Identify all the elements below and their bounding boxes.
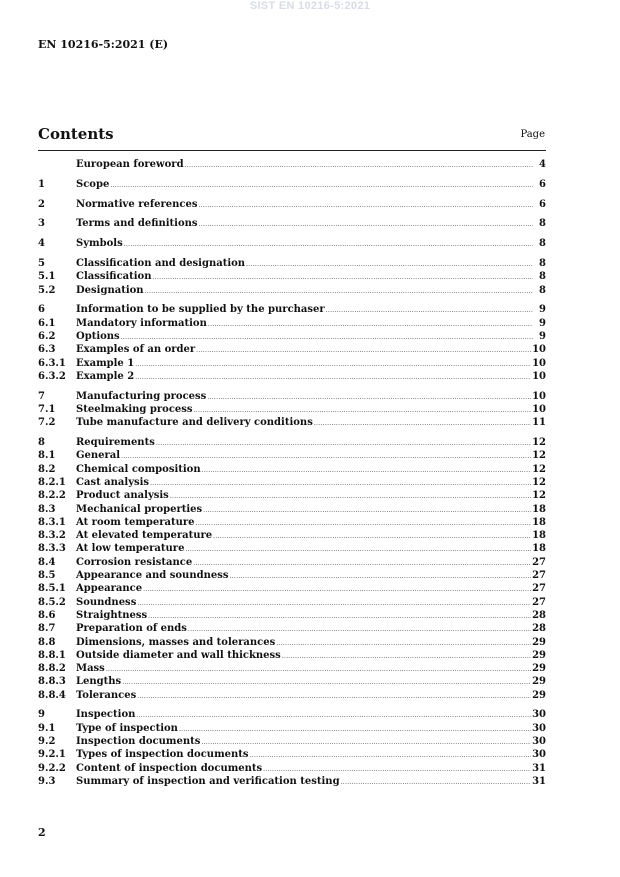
toc-leader-dots [148, 610, 531, 623]
toc-entry-title[interactable]: Options [76, 330, 120, 342]
toc-entry-title[interactable]: Tolerances [76, 689, 137, 701]
toc-entry[interactable] [38, 622, 546, 635]
toc-leader-dots [341, 776, 532, 789]
toc-entry-number: 8.8.2 [38, 663, 66, 675]
toc-entry[interactable] [38, 748, 546, 761]
toc-entry-number: 5 [38, 257, 45, 269]
toc-leader-dots [110, 179, 533, 192]
toc-entry[interactable] [38, 217, 546, 230]
toc-entry[interactable] [38, 596, 546, 609]
toc-entry-number: 8.8.3 [38, 676, 66, 688]
toc-entry-page: 29 [532, 676, 546, 688]
toc-entry[interactable] [38, 416, 546, 429]
toc-entry-number: 9.1 [38, 722, 56, 734]
toc-entry[interactable] [38, 556, 546, 569]
toc-entry-number: 7 [38, 390, 45, 402]
toc-entry-page: 8 [539, 238, 546, 250]
toc-entry-title[interactable]: Lengths [76, 676, 122, 688]
toc-entry-number: 6.1 [38, 317, 56, 329]
toc-leader-dots [124, 238, 533, 251]
toc-leader-dots [213, 530, 531, 543]
toc-leader-dots [202, 464, 531, 477]
toc-entry-number: 8.8.1 [38, 649, 66, 661]
toc-leader-dots [135, 371, 531, 384]
toc-entry-title[interactable]: Mechanical properties [76, 503, 203, 515]
toc-entry-number: 7.1 [38, 403, 56, 415]
toc-entry-number: 4 [38, 238, 45, 250]
toc-leader-dots [153, 271, 534, 284]
toc-entry-title[interactable]: Types of inspection documents [76, 749, 249, 761]
toc-leader-dots [246, 258, 533, 271]
toc-leader-dots [188, 623, 531, 636]
page-number: 2 [38, 826, 46, 839]
toc-entry-page: 27 [532, 570, 546, 582]
toc-leader-dots [150, 477, 531, 490]
toc-entry[interactable] [38, 542, 546, 555]
toc-entry-number: 8.3.2 [38, 530, 66, 542]
toc-entry-page: 12 [532, 490, 546, 502]
toc-entry-page: 11 [532, 417, 546, 429]
toc-entry-page: 30 [532, 736, 546, 748]
toc-leader-dots [201, 736, 531, 749]
toc-entry-page: 8 [539, 271, 546, 283]
toc-entry-number: 8.8.4 [38, 689, 66, 701]
toc-entry-number: 6.2 [38, 330, 56, 342]
toc-entry-page: 30 [532, 749, 546, 761]
toc-entry[interactable] [38, 158, 546, 171]
toc-entry-number: 6.3 [38, 344, 56, 356]
toc-entry-number: 8.5.2 [38, 596, 66, 608]
toc-entry-page: 8 [539, 284, 546, 296]
toc-entry-title[interactable]: Straightness [76, 609, 148, 621]
toc-entry[interactable] [38, 270, 546, 283]
toc-entry-title[interactable]: Inspection documents [76, 736, 201, 748]
toc-entry-number: 9.2.2 [38, 762, 66, 774]
toc-leader-dots [185, 543, 531, 556]
toc-leader-dots [135, 358, 531, 371]
toc-entry-page: 31 [532, 762, 546, 774]
toc-entry-title[interactable]: Normative references [76, 198, 198, 210]
toc-entry[interactable] [38, 649, 546, 662]
toc-entry-number: 8.3.3 [38, 543, 66, 555]
toc-entry[interactable] [38, 330, 546, 343]
toc-entry-number: 9 [38, 709, 45, 721]
toc-entry-title[interactable]: Product analysis [76, 490, 169, 502]
toc-leader-dots [263, 763, 531, 776]
toc-entry-page: 8 [539, 218, 546, 230]
toc-entry-page: 12 [532, 463, 546, 475]
toc-entry-title[interactable]: Information to be supplied by the purchaser [76, 304, 325, 316]
toc-entry[interactable] [38, 675, 546, 688]
toc-entry-title[interactable]: Content of inspection documents [76, 762, 263, 774]
toc-entry-number: 6 [38, 304, 45, 316]
toc-entry[interactable] [38, 343, 546, 356]
toc-entry-page: 30 [532, 722, 546, 734]
toc-leader-dots [143, 583, 531, 596]
toc-leader-dots [230, 570, 532, 583]
toc-entry-title[interactable]: Appearance [76, 583, 143, 595]
toc-entry-number: 3 [38, 218, 45, 230]
toc-entry-page: 18 [532, 530, 546, 542]
toc-entry-title[interactable]: Appearance and soundness [76, 570, 229, 582]
toc-entry-page: 9 [539, 317, 546, 329]
toc-entry[interactable] [38, 762, 546, 775]
toc-leader-dots [136, 709, 531, 722]
toc-entry-number: 7.2 [38, 417, 56, 429]
toc-leader-dots [106, 663, 531, 676]
toc-entry-title[interactable]: Example 1 [76, 357, 135, 369]
toc-entry-title[interactable]: Classification and designation [76, 257, 246, 269]
toc-entry-title[interactable]: Designation [76, 284, 144, 296]
toc-entry[interactable] [38, 636, 546, 649]
toc-entry[interactable] [38, 403, 546, 416]
toc-entry[interactable] [38, 463, 546, 476]
toc-entry-page: 12 [532, 450, 546, 462]
toc-leader-dots [203, 504, 531, 517]
toc-entry-page: 28 [532, 609, 546, 621]
toc-entry-title[interactable]: Cast analysis [76, 476, 150, 488]
toc-entry-page: 10 [532, 370, 546, 382]
toc-entry-page: 6 [539, 198, 546, 210]
toc-entry-title[interactable]: Summary of inspection and verification testing [76, 775, 340, 787]
toc-entry[interactable] [38, 449, 546, 462]
toc-entry-page: 29 [532, 663, 546, 675]
toc-leader-dots [194, 404, 532, 417]
toc-leader-dots [185, 159, 533, 172]
toc-leader-dots [207, 391, 531, 404]
toc-entry-page: 10 [532, 403, 546, 415]
toc-entry[interactable] [38, 303, 546, 316]
table-of-contents [38, 158, 546, 788]
toc-entry[interactable] [38, 257, 546, 270]
toc-entry-number: 8.4 [38, 556, 56, 568]
toc-entry[interactable] [38, 489, 546, 502]
toc-entry-page: 6 [539, 178, 546, 190]
toc-entry[interactable] [38, 609, 546, 622]
toc-leader-dots [276, 637, 531, 650]
contents-heading: Contents [38, 125, 114, 143]
toc-entry[interactable] [38, 722, 546, 735]
toc-entry[interactable] [38, 476, 546, 489]
toc-leader-dots [137, 690, 531, 703]
toc-entry[interactable] [38, 317, 546, 330]
toc-entry[interactable] [38, 775, 546, 788]
toc-leader-dots [122, 676, 531, 689]
toc-entry-title[interactable]: Inspection [76, 709, 136, 721]
toc-entry-page: 9 [539, 330, 546, 342]
toc-entry[interactable] [38, 390, 546, 403]
heading-divider [38, 150, 546, 151]
toc-entry-page: 4 [539, 159, 546, 170]
toc-entry-page: 30 [532, 709, 546, 721]
toc-entry-number: 8.3 [38, 503, 56, 515]
toc-entry-number: 8.6 [38, 609, 56, 621]
toc-leader-dots [145, 285, 533, 298]
toc-leader-dots [199, 199, 534, 212]
toc-entry-number: 8.5.1 [38, 583, 66, 595]
toc-leader-dots [199, 218, 533, 231]
toc-entry-page: 18 [532, 543, 546, 555]
toc-entry-title[interactable]: Soundness [76, 596, 137, 608]
toc-entry-page: 9 [539, 304, 546, 316]
toc-entry-number: 8.2.2 [38, 490, 66, 502]
toc-entry-page: 18 [532, 516, 546, 528]
toc-leader-dots [196, 344, 531, 357]
toc-entry[interactable] [38, 662, 546, 675]
toc-entry-number: 9.2.1 [38, 749, 66, 761]
document-id: EN 10216-5:2021 (E) [38, 38, 169, 51]
toc-leader-dots [314, 417, 531, 430]
toc-leader-dots [179, 723, 531, 736]
toc-entry[interactable] [38, 529, 546, 542]
watermark: SIST EN 10216-5:2021 [249, 0, 371, 12]
toc-entry-number: 8.3.1 [38, 516, 66, 528]
toc-entry-number: 8.1 [38, 450, 56, 462]
toc-entry[interactable] [38, 569, 546, 582]
toc-entry-number: 5.2 [38, 284, 56, 296]
toc-entry-page: 18 [532, 503, 546, 515]
toc-leader-dots [282, 650, 531, 663]
toc-entry-page: 29 [532, 649, 546, 661]
toc-entry[interactable] [38, 582, 546, 595]
toc-entry-title[interactable]: Preparation of ends [76, 623, 187, 635]
toc-entry-number: 5.1 [38, 271, 56, 283]
toc-entry[interactable] [38, 436, 546, 449]
toc-entry-number: 1 [38, 178, 45, 190]
toc-entry-title[interactable]: Scope [76, 178, 110, 190]
toc-entry[interactable] [38, 178, 546, 191]
toc-entry-number: 8.8 [38, 636, 56, 648]
toc-entry-title[interactable]: Type of inspection [76, 722, 178, 734]
toc-entry[interactable] [38, 708, 546, 721]
toc-leader-dots [156, 437, 531, 450]
toc-entry-page: 27 [532, 556, 546, 568]
page-column-label: Page [520, 129, 545, 140]
toc-entry-number: 8.7 [38, 623, 56, 635]
toc-leader-dots [208, 318, 533, 331]
toc-leader-dots [137, 597, 531, 610]
toc-leader-dots [121, 331, 533, 344]
toc-entry-title[interactable]: Example 2 [76, 370, 135, 382]
toc-entry-title[interactable]: Steelmaking process [76, 403, 193, 415]
toc-entry[interactable] [38, 516, 546, 529]
toc-leader-dots [121, 450, 531, 463]
toc-entry[interactable] [38, 284, 546, 297]
toc-entry-title[interactable]: Outside diameter and wall thickness [76, 649, 281, 661]
toc-entry-title[interactable]: Dimensions, masses and tolerances [76, 636, 276, 648]
toc-entry-title[interactable]: Chemical composition [76, 463, 201, 475]
toc-entry[interactable] [38, 237, 546, 250]
toc-entry-number: 9.2 [38, 736, 56, 748]
toc-entry-title[interactable]: At low temperature [76, 543, 185, 555]
toc-entry-title[interactable]: Examples of an order [76, 344, 196, 356]
toc-entry-title[interactable]: Corrosion resistance [76, 556, 193, 568]
toc-entry-title[interactable]: Terms and definitions [76, 218, 198, 230]
toc-entry-number: 8.2.1 [38, 476, 66, 488]
toc-entry-number: 9.3 [38, 775, 56, 787]
toc-entry-number: 2 [38, 198, 45, 210]
toc-entry-page: 12 [532, 476, 546, 488]
toc-entry-page: 8 [539, 257, 546, 269]
toc-leader-dots [250, 749, 532, 762]
toc-entry-page: 27 [532, 583, 546, 595]
toc-entry-title[interactable]: Mandatory information [76, 317, 207, 329]
toc-entry-page: 29 [532, 636, 546, 648]
toc-entry-page: 27 [532, 596, 546, 608]
toc-entry-title[interactable]: Tube manufacture and delivery conditions [76, 417, 313, 429]
toc-entry-page: 29 [532, 689, 546, 701]
toc-entry-page: 10 [532, 344, 546, 356]
toc-entry-title[interactable]: Classification [76, 271, 152, 283]
toc-entry-number: 8 [38, 437, 45, 449]
toc-entry-number: 8.5 [38, 570, 56, 582]
toc-entry-page: 10 [532, 390, 546, 402]
toc-entry-page: 10 [532, 357, 546, 369]
toc-entry-title[interactable]: Manufacturing process [76, 390, 207, 402]
toc-entry-number: 6.3.2 [38, 370, 66, 382]
toc-entry[interactable] [38, 503, 546, 516]
toc-entry-title[interactable]: Requirements [76, 437, 155, 449]
toc-entry-title[interactable]: Mass [76, 663, 105, 675]
toc-entry[interactable] [38, 735, 546, 748]
toc-entry-page: 31 [532, 775, 546, 787]
toc-entry-title[interactable]: Symbols [76, 238, 123, 250]
toc-entry[interactable] [38, 689, 546, 702]
toc-entry[interactable] [38, 370, 546, 383]
toc-leader-dots [193, 557, 531, 570]
toc-entry-title[interactable]: At elevated temperature [76, 530, 213, 542]
toc-leader-dots [170, 490, 531, 503]
toc-entry-title[interactable]: General [76, 450, 121, 462]
toc-entry-title[interactable]: European foreword [76, 159, 184, 170]
toc-entry[interactable] [38, 357, 546, 370]
toc-entry-title[interactable]: At room temperature [76, 516, 195, 528]
toc-entry-page: 12 [532, 437, 546, 449]
toc-entry-page: 28 [532, 623, 546, 635]
toc-leader-dots [326, 304, 533, 317]
toc-entry-number: 6.3.1 [38, 357, 66, 369]
toc-entry[interactable] [38, 198, 546, 211]
toc-leader-dots [196, 517, 532, 530]
toc-entry-number: 8.2 [38, 463, 56, 475]
